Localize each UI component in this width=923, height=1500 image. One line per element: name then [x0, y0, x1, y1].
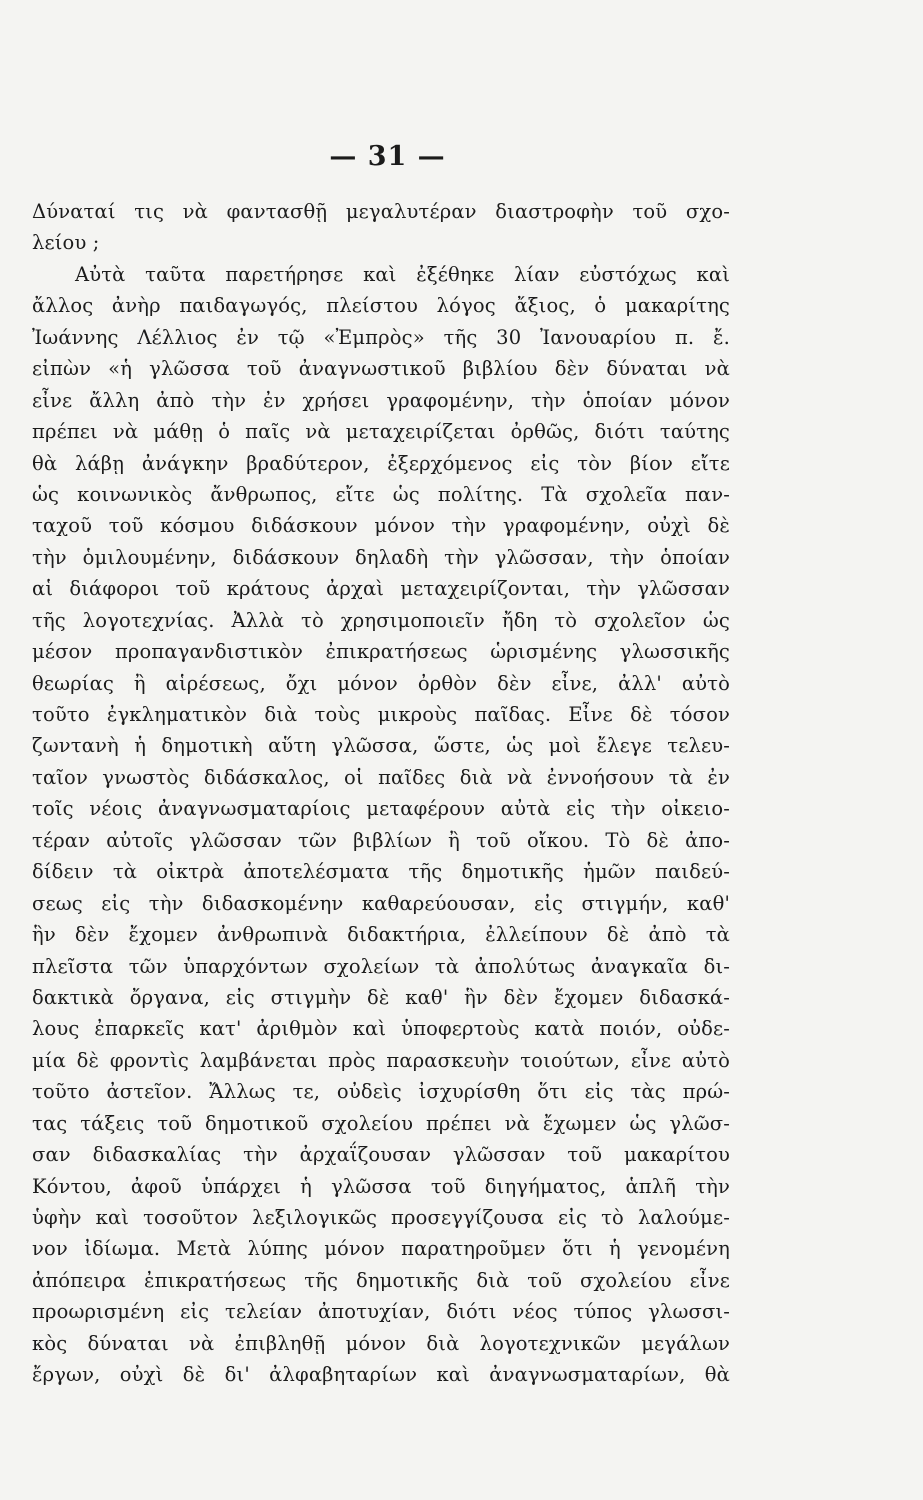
text-line: ἀπόπειρα ἐπικρατήσεως τῆς δημοτικῆς διὰ τοῦ σχολείου εἶνε	[32, 1268, 730, 1292]
text-line: πλεῖστα τῶν ὑπαρχόντων σχολείων τὰ ἀπολύτως ἀναγκαῖα δι-	[32, 954, 730, 978]
text-line: θεωρίας ἢ αἱρέσεως, ὄχι μόνον ὀρθὸν δὲν εἶνε, ἀλλ' αὐτὸ	[32, 671, 730, 695]
text-line: τοῦτο ἐγκληματικὸν διὰ τοὺς μικροὺς παῖδας. Εἶνε δὲ τόσον	[32, 703, 730, 726]
text-line: εἰπὼν «ἡ γλῶσσα τοῦ ἀναγνωστικοῦ βιβλίου δὲν δύναται νὰ	[32, 357, 730, 381]
text-line: μία δὲ φροντὶς λαμβάνεται πρὸς παρασκευὴν τοιούτων, εἶνε αὐτὸ	[32, 1048, 730, 1072]
text-line: λείου ;	[32, 231, 100, 255]
text-line: τας τάξεις τοῦ δημοτικοῦ σχολείου πρέπει νὰ ἔχωμεν ὡς γλῶσ-	[32, 1111, 730, 1135]
text-line: νον ἰδίωμα. Μετὰ λύπης μόνον παρατηροῦμεν ὅτι ἡ γενομένη	[32, 1237, 730, 1261]
text-line: αἱ διάφοροι τοῦ κράτους ἀρχαὶ μεταχειρίζονται, τὴν γλῶσσαν	[32, 577, 730, 601]
text-line: μέσον προπαγανδιστικὸν ἐπικρατήσεως ὡρισμένης γλωσσικῆς	[32, 640, 730, 664]
text-line: σαν διδασκαλίας τὴν ἀρχαΐζουσαν γλῶσσαν τοῦ μακαρίτου	[32, 1143, 730, 1167]
text-line: κὸς δύναται νὰ ἐπιβληθῇ μόνον διὰ λογοτεχνικῶν μεγάλων	[32, 1331, 730, 1355]
text-line: ταχοῦ τοῦ κόσμου διδάσκουν μόνον τὴν γραφομένην, οὐχὶ δὲ	[32, 514, 730, 538]
text-line: εἶνε ἄλλη ἀπὸ τὴν ἐν χρήσει γραφομένην, τὴν ὁποίαν μόνον	[32, 388, 730, 412]
text-line: Αὐτὰ ταῦτα παρετήρησε καὶ ἐξέθηκε λίαν εὐστόχως καὶ	[75, 262, 730, 286]
text-line: τοῦτο ἀστεῖον. Ἄλλως τε, οὐδεὶς ἰσχυρίσθη ὅτι εἰς τὰς πρώ-	[32, 1080, 730, 1104]
text-line: τῆς λογοτεχνίας. Ἀλλὰ τὸ χρησιμοποιεῖν ἤδη τὸ σχολεῖον ὡς	[32, 608, 730, 632]
body-text	[32, 196, 730, 1391]
text-line: ζωντανὴ ἡ δημοτικὴ αὕτη γλῶσσα, ὥστε, ὡς μοὶ ἔλεγε τελευ-	[32, 734, 730, 758]
text-line: τὴν ὁμιλουμένην, διδάσκουν δηλαδὴ τὴν γλῶσσαν, τὴν ὁποίαν	[32, 545, 730, 569]
text-line: ταῖον γνωστὸς διδάσκαλος, οἱ παῖδες διὰ νὰ ἐννοήσουν τὰ ἐν	[32, 765, 730, 789]
text-line: Δύναταί τις νὰ φαντασθῇ μεγαλυτέραν διαστροφὴν τοῦ σχο-	[32, 200, 730, 223]
text-line: σεως εἰς τὴν διδασκομένην καθαρεύουσαν, εἰς στιγμήν, καθ'	[32, 891, 730, 915]
text-line: τοῖς νέοις ἀναγνωσματαρίοις μεταφέρουν αὐτὰ εἰς τὴν οἰκειο-	[32, 797, 730, 821]
text-line: θὰ λάβῃ ἀνάγκην βραδύτερον, ἐξερχόμενος εἰς τὸν βίον εἴτε	[32, 451, 730, 475]
text-line: προωρισμένη εἰς τελείαν ἀποτυχίαν, διότι νέος τύπος γλωσσι-	[32, 1300, 730, 1324]
text-line: ἄλλος ἀνὴρ παιδαγωγός, πλείστου λόγος ἄξιος, ὁ μακαρίτης	[32, 294, 730, 318]
text-line: ἔργων, οὐχὶ δὲ δι' ἀλφαβηταρίων καὶ ἀναγνωσματαρίων, θὰ	[32, 1363, 730, 1387]
page-number: — 31 —	[329, 141, 446, 172]
text-line: ὡς κοινωνικὸς ἄνθρωπος, εἴτε ὡς πολίτης. Τὰ σχολεῖα παν-	[32, 482, 730, 506]
text-line: λους ἐπαρκεῖς κατ' ἀριθμὸν καὶ ὑποφερτοὺς κατὰ ποιόν, οὐδε-	[32, 1017, 730, 1041]
text-line: πρέπει νὰ μάθῃ ὁ παῖς νὰ μεταχειρίζεται ὀρθῶς, διότι ταύτης	[32, 420, 730, 444]
text-line: δίδειν τὰ οἰκτρὰ ἀποτελέσματα τῆς δημοτικῆς ἡμῶν παιδεύ-	[32, 860, 730, 884]
text-line: Ἰωάννης Λέλλιος ἐν τῷ «Ἐμπρὸς» τῆς 30 Ἰανουαρίου π. ἔ.	[32, 325, 730, 349]
text-line: Κόντου, ἀφοῦ ὑπάρχει ἡ γλῶσσα τοῦ διηγήματος, ἁπλῆ τὴν	[32, 1174, 730, 1198]
text-line: ἣν δὲν ἔχομεν ἀνθρωπινὰ διδακτήρια, ἐλλείπουν δὲ ἀπὸ τὰ	[32, 923, 730, 947]
text-line: τέραν αὐτοῖς γλῶσσαν τῶν βιβλίων ἢ τοῦ οἴκου. Τὸ δὲ ἀπο-	[32, 828, 730, 852]
text-line: ὑφὴν καὶ τοσοῦτον λεξιλογικῶς προσεγγίζουσα εἰς τὸ λαλούμε-	[32, 1206, 730, 1229]
text-line: δακτικὰ ὄργανα, εἰς στιγμὴν δὲ καθ' ἣν δὲν ἔχομεν διδασκά-	[32, 985, 730, 1009]
